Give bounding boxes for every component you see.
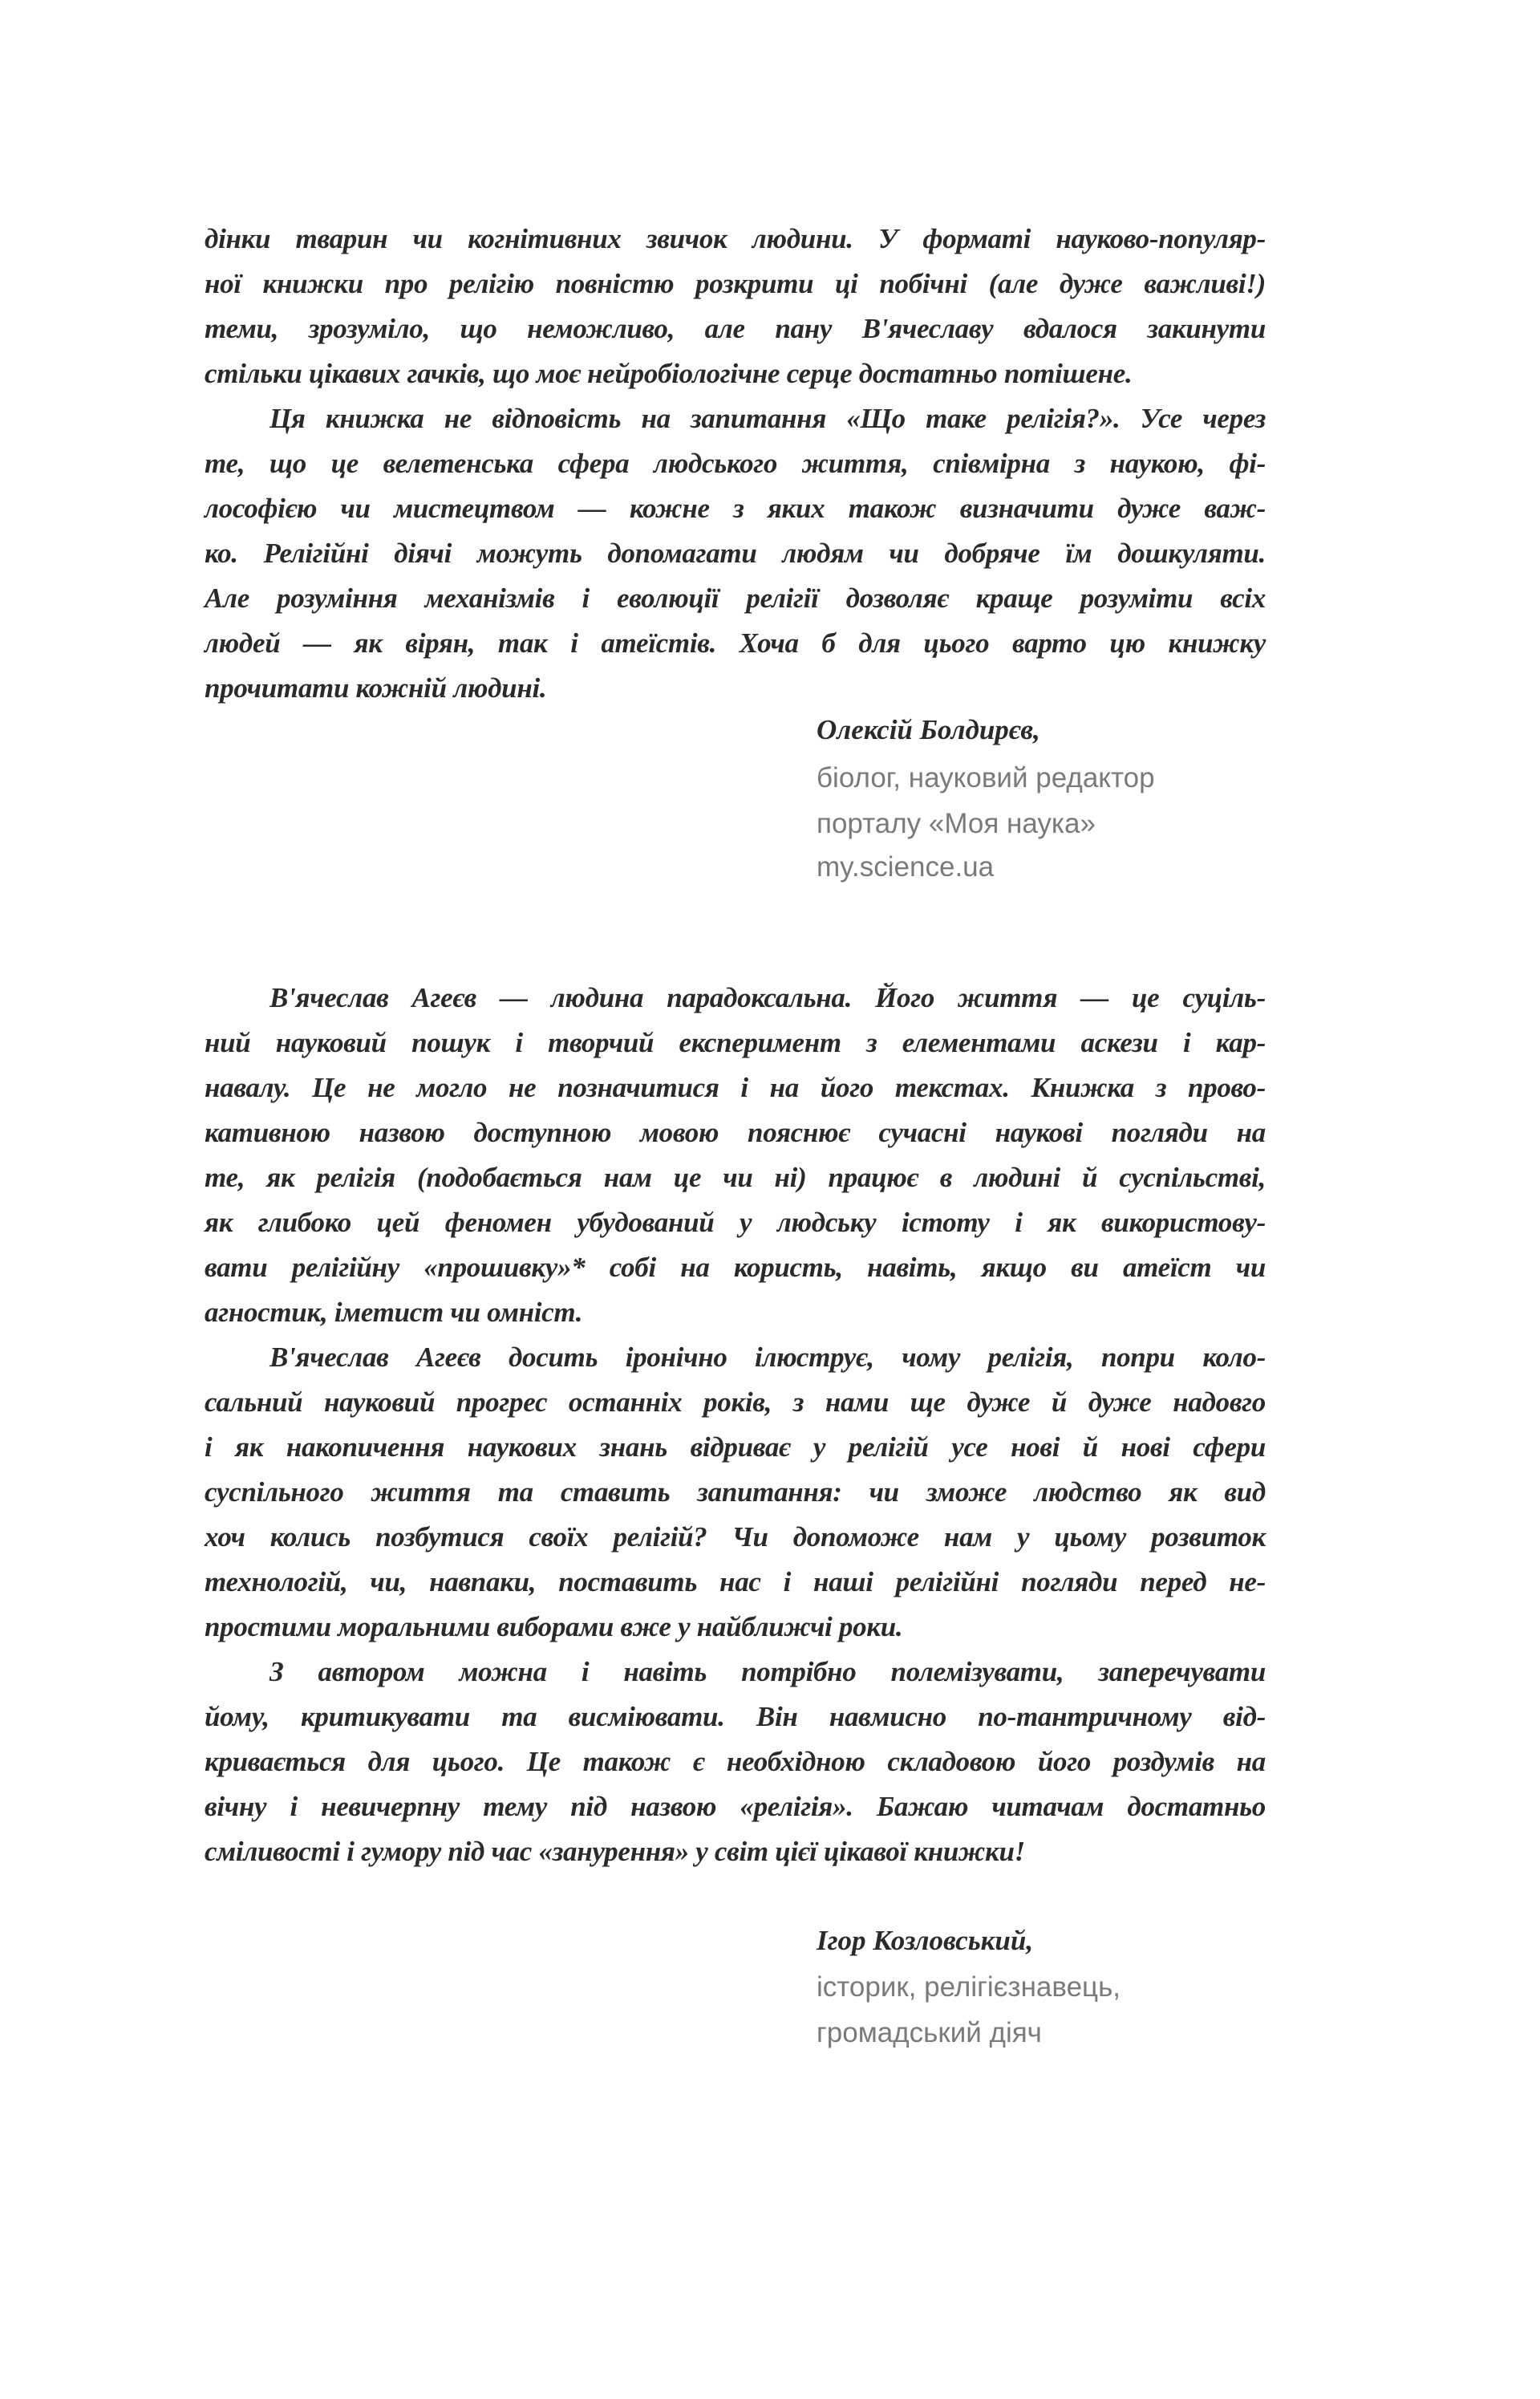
text-line: дінки тварин чи когнітивних звичок людини. У форматі науково-популяр-: [205, 223, 1266, 254]
text-line: простими моральними виборами вже у найближчі роки.: [205, 1611, 903, 1642]
text-line: те, як релігія (подобається нам це чи ні) працює в людині й суспільстві,: [205, 1162, 1266, 1193]
text-line: ко. Релігійні діячі можуть допомагати людям чи добряче їм дошкуляти.: [205, 538, 1266, 569]
text-line: сальний науковий прогрес останніх років, з нами ще дуже й дуже надовго: [205, 1386, 1266, 1418]
text-line: хоч колись позбутися своїх релігій? Чи допоможе нам у цьому розвиток: [205, 1521, 1266, 1553]
text-line: прочитати кожній людині.: [205, 672, 547, 704]
text-line: теми, зрозуміло, що неможливо, але пану В'ячеславу вдалося закинути: [205, 313, 1266, 344]
text-line: ний науковий пошук і творчий експеримент з елементами аскези і кар-: [205, 1027, 1266, 1058]
text-line: як глибоко цей феномен убудований у людську істоту і як використову-: [205, 1207, 1266, 1238]
text-line: людей — як вірян, так і атеїстів. Хоча б для цього варто цю книжку: [205, 627, 1266, 659]
signature-role: порталу «Моя наука»: [817, 808, 1096, 839]
text-line: те, що це велетенська сфера людського життя, співмірна з наукою, фі-: [205, 448, 1266, 479]
signature-name: Ігор Козловський,: [817, 1925, 1034, 1956]
text-line: сміливості і гумору під час «занурення» у світ цієї цікавої книжки!: [205, 1836, 1025, 1867]
signature-role: біолог, науковий редактор: [817, 762, 1155, 794]
text-line: і як накопичення наукових знань відриває у релігій усе нові й нові сфери: [205, 1431, 1266, 1463]
text-line: вати релігійну «прошивку»* собі на користь, навіть, якщо ви атеїст чи: [205, 1252, 1266, 1283]
text-line: йому, критикувати та висміювати. Він навмисно по-тантричному від-: [205, 1701, 1266, 1732]
text-line: лософією чи мистецтвом — кожне з яких також визначити дуже важ-: [205, 493, 1266, 524]
text-line: Ця книжка не відповість на запитання «Що таке релігія?». Усе через: [270, 403, 1266, 434]
text-line: Але розуміння механізмів і еволюції релігії дозволяє краще розуміти всіх: [205, 582, 1266, 614]
text-line: вічну і невичерпну тему під назвою «релігія». Бажаю читачам достатньо: [205, 1791, 1266, 1822]
signature-role: my.science.ua: [817, 851, 995, 883]
text-line: В'ячеслав Агеєв — людина парадоксальна. Його життя — це суціль-: [270, 982, 1266, 1013]
text-line: технологій, чи, навпаки, поставить нас і наші релігійні погляди перед не-: [205, 1566, 1266, 1597]
text-line: суспільного життя та ставить запитання: чи зможе людство як вид: [205, 1476, 1266, 1508]
text-line: кативною назвою доступною мовою пояснює сучасні наукові погляди на: [205, 1117, 1266, 1148]
signature-name: Олексій Болдирєв,: [817, 714, 1040, 745]
signature-role: історик, релігієзнавець,: [817, 1971, 1121, 2003]
text-line: агностик, іметист чи омніст.: [205, 1297, 583, 1328]
text-line: З автором можна і навіть потрібно полемізувати, заперечувати: [270, 1656, 1266, 1687]
text-line: навалу. Це не могло не позначитися і на його текстах. Книжка з прово-: [205, 1072, 1266, 1103]
text-line: стільки цікавих гачків, що моє нейробіологічне серце достатньо потішене.: [205, 358, 1133, 389]
text-line: кривається для цього. Це також є необхідною складовою його роздумів на: [205, 1746, 1266, 1777]
text-line: ної книжки про релігію повністю розкрити ці побічні (але дуже важливі!): [205, 268, 1266, 299]
signature-role: громадський діяч: [817, 2017, 1042, 2048]
text-line: В'ячеслав Агеєв досить іронічно ілюструє, чому релігія, попри коло-: [270, 1342, 1266, 1373]
